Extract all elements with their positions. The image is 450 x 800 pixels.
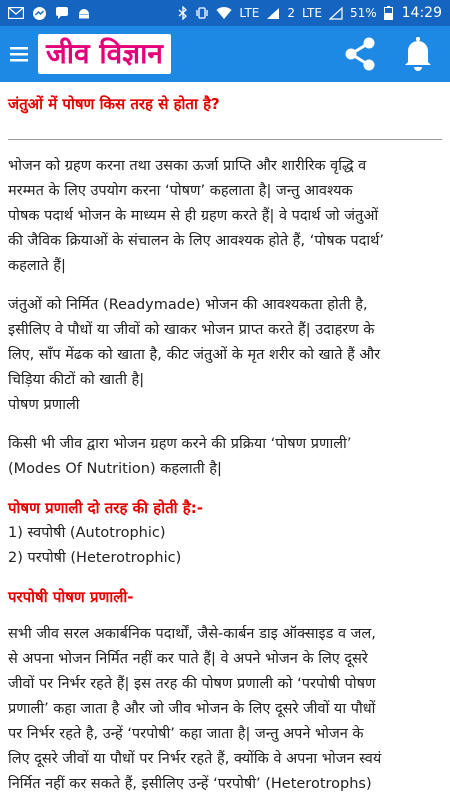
lte-label: LTE [239,6,260,20]
signal-icon-2 [329,7,343,20]
text-line: इसीलिए वे पौधों या जीवों को खाकर भोजन प्राप्त करते हैं| उदाहरण के [8,322,375,338]
wifi-icon [216,7,232,20]
clock: 14:29 [401,5,442,21]
sim-label: 2 [287,6,296,20]
text-line: पोषक पदार्थ भोजन के माध्यम से ही ग्रहण करते हैं| वे पदार्थ जो जंतुओं [8,208,379,224]
share-icon [344,37,376,71]
text-line: लिए, साँप मेंढक को खाता है, कीट जंतुओं के मृत शरीर को खाते हैं और [8,347,381,363]
list-item: 2) परपोषी (Heterotrophic) [8,550,182,566]
app-bar [0,26,450,82]
text-line: कहलाते हैं| [8,258,66,274]
paragraph-modes-of-nutrition [8,432,442,482]
status-bar [0,0,450,26]
android-icon [77,6,91,20]
battery-icon [384,6,393,20]
text-line: लिए दूसरे जीवों या पौधों पर निर्भर रहते हैं, क्योंकि वे अपना भोजन स्वयं [8,751,382,767]
mail-icon [8,7,24,19]
text-line: मरम्मत के लिए उपयोग करना ‘पोषण’ कहलाता है| जन्तु आवश्यक [8,183,353,199]
bell-icon [403,36,433,72]
text-line: प्रणाली’ कहा जाता है और जो जीव भोजन के लिए दूसरे जीवों या पौधों [8,701,376,717]
text-line: पर निर्भर रहते है, उन्हें ‘परपोषी’ कहा जाता है| जन्तु अपने भोजन के [8,726,364,742]
paragraph-heterotroph [8,622,442,797]
article-question: जंतुओं में पोषण किस तरह से होता है? [8,95,220,113]
hamburger-menu-icon [10,46,28,62]
text-line: भोजन को ग्रहण करना तथा उसका ऊर्जा प्राप्ति और शारीरिक वृद्धि व [8,158,367,174]
text-line: सभी जीव सरल अकार्बनिक पदार्थों, जैसे-कार्बन डाइ ऑक्साइड व जल, [8,626,376,642]
text-line: निर्मित नहीं कर सकते हैं, इसीलिए उन्हें ‘परपोषी’ (Heterotrophs) [8,776,372,792]
paragraph-nutrition-definition [8,154,442,279]
text-line: किसी भी जीव द्वारा भोजन ग्रहण करने की प्रक्रिया ‘पोषण प्रणाली’ [8,436,352,452]
divider [8,139,442,140]
text-line: (Modes Of Nutrition) कहलाती है| [8,461,222,477]
vibrate-icon [195,6,209,20]
text-line: से अपना भोजन निर्मित नहीं कर पाते हैं| वे अपने भोजन के लिए दूसरे [8,651,368,667]
paragraph-readymade-food [8,293,442,418]
notifications-button[interactable] [400,34,436,74]
signal-icon [266,7,280,20]
messenger-icon [32,6,47,21]
list-item: 1) स्वपोषी (Autotrophic) [8,525,166,541]
lte2-label: LTE [302,6,322,20]
app-title: जीव विज्ञान [38,34,171,74]
bluetooth-icon [178,6,188,20]
text-line: की जैविक क्रियाओं के संचालन के लिए आवश्यक होते हैं, ‘पोषक पदार्थ’ [8,233,385,249]
chat-icon [55,6,69,20]
article-content[interactable] [0,82,450,800]
types-list [8,521,442,571]
text-line: चिड़िया कीटों को खाती है| [8,372,145,388]
share-button[interactable] [342,34,378,74]
text-line: जंतुओं को निर्मित (Readymade) भोजन की आवश्यकता होती है, [8,297,368,313]
types-heading: पोषण प्रणाली दो तरह की होती है:- [8,499,203,517]
text-line: पोषण प्रणाली [8,397,80,413]
menu-button[interactable] [4,26,34,82]
battery-percent: 51% [349,6,377,20]
text-line: जीवों पर निर्भर रहते हैं| इस तरह की पोषण प्रणाली को ‘परपोषी पोषण [8,676,376,692]
heterotroph-heading: परपोषी पोषण प्रणाली- [8,588,134,606]
